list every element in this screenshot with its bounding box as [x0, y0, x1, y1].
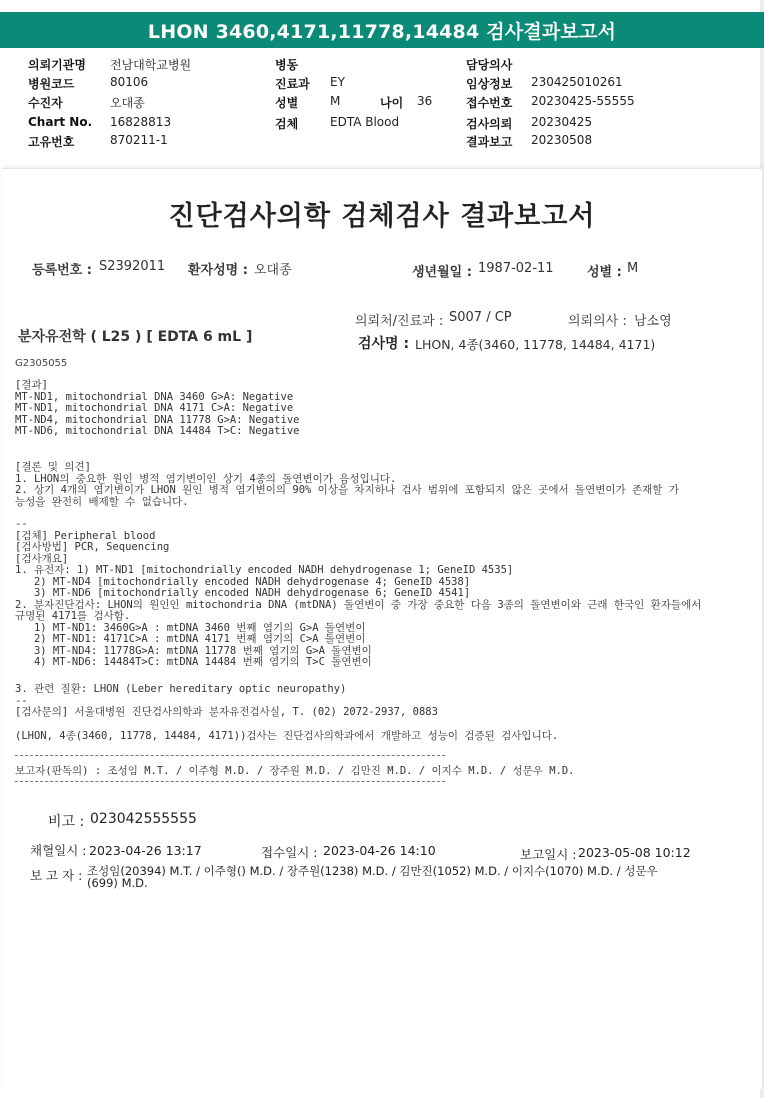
- details-section: -- [검체] Peripheral blood [검사방법] PCR, Sequencing [검사개요] 1. 유전자: 1) MT-ND1 [mitochondrially encoded NADH dehydrogenase 1; GeneID 4535] 2) MT-ND4 [mitochondrially encoded NADH dehydrogenase 4; GeneID 4538] 3) MT-ND6 [mitochondrially encoded NADH dehydrogenase 6; GeneID 4541] 2. 분자진단검사: LHON의 원인인 mitochondria DNA (mtDNA) 돌연변이 중 가장 중요한 다음 3종의 돌연변이와 근래 한국인 환자들에서 규명된 4171를 검사함. 1) MT-ND1: 3460G>A : mtDNA 3460 번째 염기의 G>A 돌연변이 2) MT-ND1: 4171C>A : mtDNA 4171 번째 염기의 C>A 돌연변이 3) MT-ND4: 11778G>A: mtDNA 11778 번째 염기의 G>A 돌연변이 4) MT-ND6: 14484T>C: mtDNA 14484 번째 염기의 T>C 돌연변이: [15, 518, 702, 668]
- info-row: [0, 133, 764, 149]
- info-label: 의뢰기관명: [28, 58, 86, 72]
- section-heading: 분자유전학 ( L25 ) [ EDTA 6 mL ]: [18, 329, 253, 345]
- report-header-title: LHON 3460,4171,11778,14484 검사결과보고서: [147, 20, 617, 43]
- results-section: [결과] MT-ND1, mitochondrial DNA 3460 G>A: Negative MT-ND1, mitochondrial DNA 4171 C>A: Negative MT-ND4, mitochondrial DNA 11778 G>A: Negative MT-ND6, mitochondrial DNA 14484 T>C: Negative: [15, 379, 300, 437]
- info-value: 230425010261: [531, 75, 623, 89]
- dept-label: 의뢰처/진료과 :: [355, 314, 444, 329]
- info-label: 수진자: [28, 96, 63, 110]
- test-name-value: LHON, 4종(3460, 11778, 14484, 4171): [415, 337, 656, 352]
- collect-value: 2023-04-26 13:17: [89, 843, 202, 858]
- age-label: 나이: [380, 96, 404, 110]
- dob-label: 생년월일 :: [412, 265, 472, 280]
- info-row: [0, 94, 764, 110]
- info-label: 고유번호: [28, 135, 75, 149]
- info-label: 검사의뢰: [466, 117, 513, 131]
- inquiry-line: [검사문의] 서울대병원 진단검사의학과 분자유전검사실, T. (02) 2072-2937, 0883: [15, 706, 438, 718]
- info-value: EY: [330, 75, 345, 89]
- info-value: 20230508: [531, 133, 593, 147]
- info-label: 담당의사: [466, 58, 513, 72]
- related-disease: 3. 관련 질환: LHON (Leber hereditary optic neuropathy) --: [15, 683, 347, 707]
- sex-label: 성별 :: [587, 265, 622, 280]
- info-label: Chart No.: [28, 115, 93, 129]
- divider: [15, 781, 445, 782]
- info-value: 20230425-55555: [531, 94, 635, 108]
- patient-name-label: 환자성명 :: [188, 263, 248, 278]
- doctor-label: 의뢰의사 :: [568, 314, 627, 329]
- info-row: [0, 115, 764, 131]
- sex-value: M: [627, 261, 639, 276]
- reg-value: S2392011: [99, 259, 166, 274]
- report-header: [0, 12, 764, 48]
- info-value: 870211-1: [110, 133, 168, 147]
- info-label: 병원코드: [28, 77, 75, 91]
- age-value: 36: [417, 94, 433, 108]
- info-label: 임상정보: [466, 77, 513, 91]
- info-value: 전남대학교병원: [110, 58, 192, 72]
- info-value: 20230425: [531, 115, 593, 129]
- dept-value: S007 / CP: [449, 310, 512, 325]
- developed-note: (LHON, 4종(3460, 11778, 14484, 4171))검사는 진단검사의학과에서 개발하고 성능이 검증된 검사입니다.: [15, 730, 559, 742]
- receive-label: 접수일시 :: [261, 845, 318, 860]
- dob-value: 1987-02-11: [478, 261, 554, 276]
- remark-value: 023042555555: [90, 811, 197, 827]
- info-value: 오대종: [110, 96, 145, 110]
- info-label: 결과보고: [466, 135, 513, 149]
- info-value: EDTA Blood: [330, 115, 400, 129]
- conclusion-section: [결론 및 의견] 1. LHON의 중요한 원인 병적 염기변이인 상기 4종의 돌연변이가 음성입니다. 2. 상기 4개의 염기변이가 LHON 원인 병적 염기변이의 90% 이상을 차지하나 검사 범위에 포함되지 않은 곳에서 돌연변이가 존재할 가 능성을 완전히 배제할 수 없습니다.: [15, 461, 679, 508]
- reg-label: 등록번호 :: [32, 263, 92, 278]
- info-label: 병동: [275, 58, 299, 72]
- document-title: 진단검사의학 검체검사 결과보고서: [168, 201, 596, 232]
- report-value: 2023-05-08 10:12: [578, 845, 691, 860]
- reporters-line: 보고자(판독의) : 조성임 M.T. / 이주형 M.D. / 장주원 M.D. / 김만진 M.D. / 이지수 M.D. / 성문우 M.D.: [15, 765, 575, 777]
- receive-value: 2023-04-26 14:10: [323, 843, 436, 858]
- divider: [15, 755, 445, 756]
- reporter-label: 보 고 자 :: [30, 868, 83, 883]
- report-label: 보고일시 :: [520, 847, 577, 862]
- info-value: 16828813: [110, 115, 172, 129]
- info-row: [0, 56, 764, 72]
- specimen-code: G2305055: [15, 358, 68, 369]
- info-label: 진료과: [275, 77, 310, 91]
- reporter-value-continued: (699) M.D.: [87, 876, 148, 890]
- remark-label: 비고 :: [48, 814, 85, 830]
- patient-info-panel: [0, 54, 764, 154]
- info-label: 성별: [275, 96, 299, 110]
- info-label: 접수번호: [466, 96, 513, 110]
- info-value: 80106: [110, 75, 149, 89]
- collect-label: 채혈일시 :: [30, 843, 87, 858]
- doctor-value: 남소영: [634, 314, 672, 329]
- info-label: 검체: [275, 117, 299, 131]
- test-name-label: 검사명 :: [358, 336, 410, 352]
- info-value: M: [330, 94, 341, 108]
- patient-name-value: 오대종: [254, 263, 292, 278]
- info-row: [0, 75, 764, 91]
- reporter-value: 조성임(20394) M.T. / 이주형() M.D. / 장주원(1238) M.D. / 김만진(1052) M.D. / 이지수(1070) M.D. / 성문우: [87, 864, 658, 878]
